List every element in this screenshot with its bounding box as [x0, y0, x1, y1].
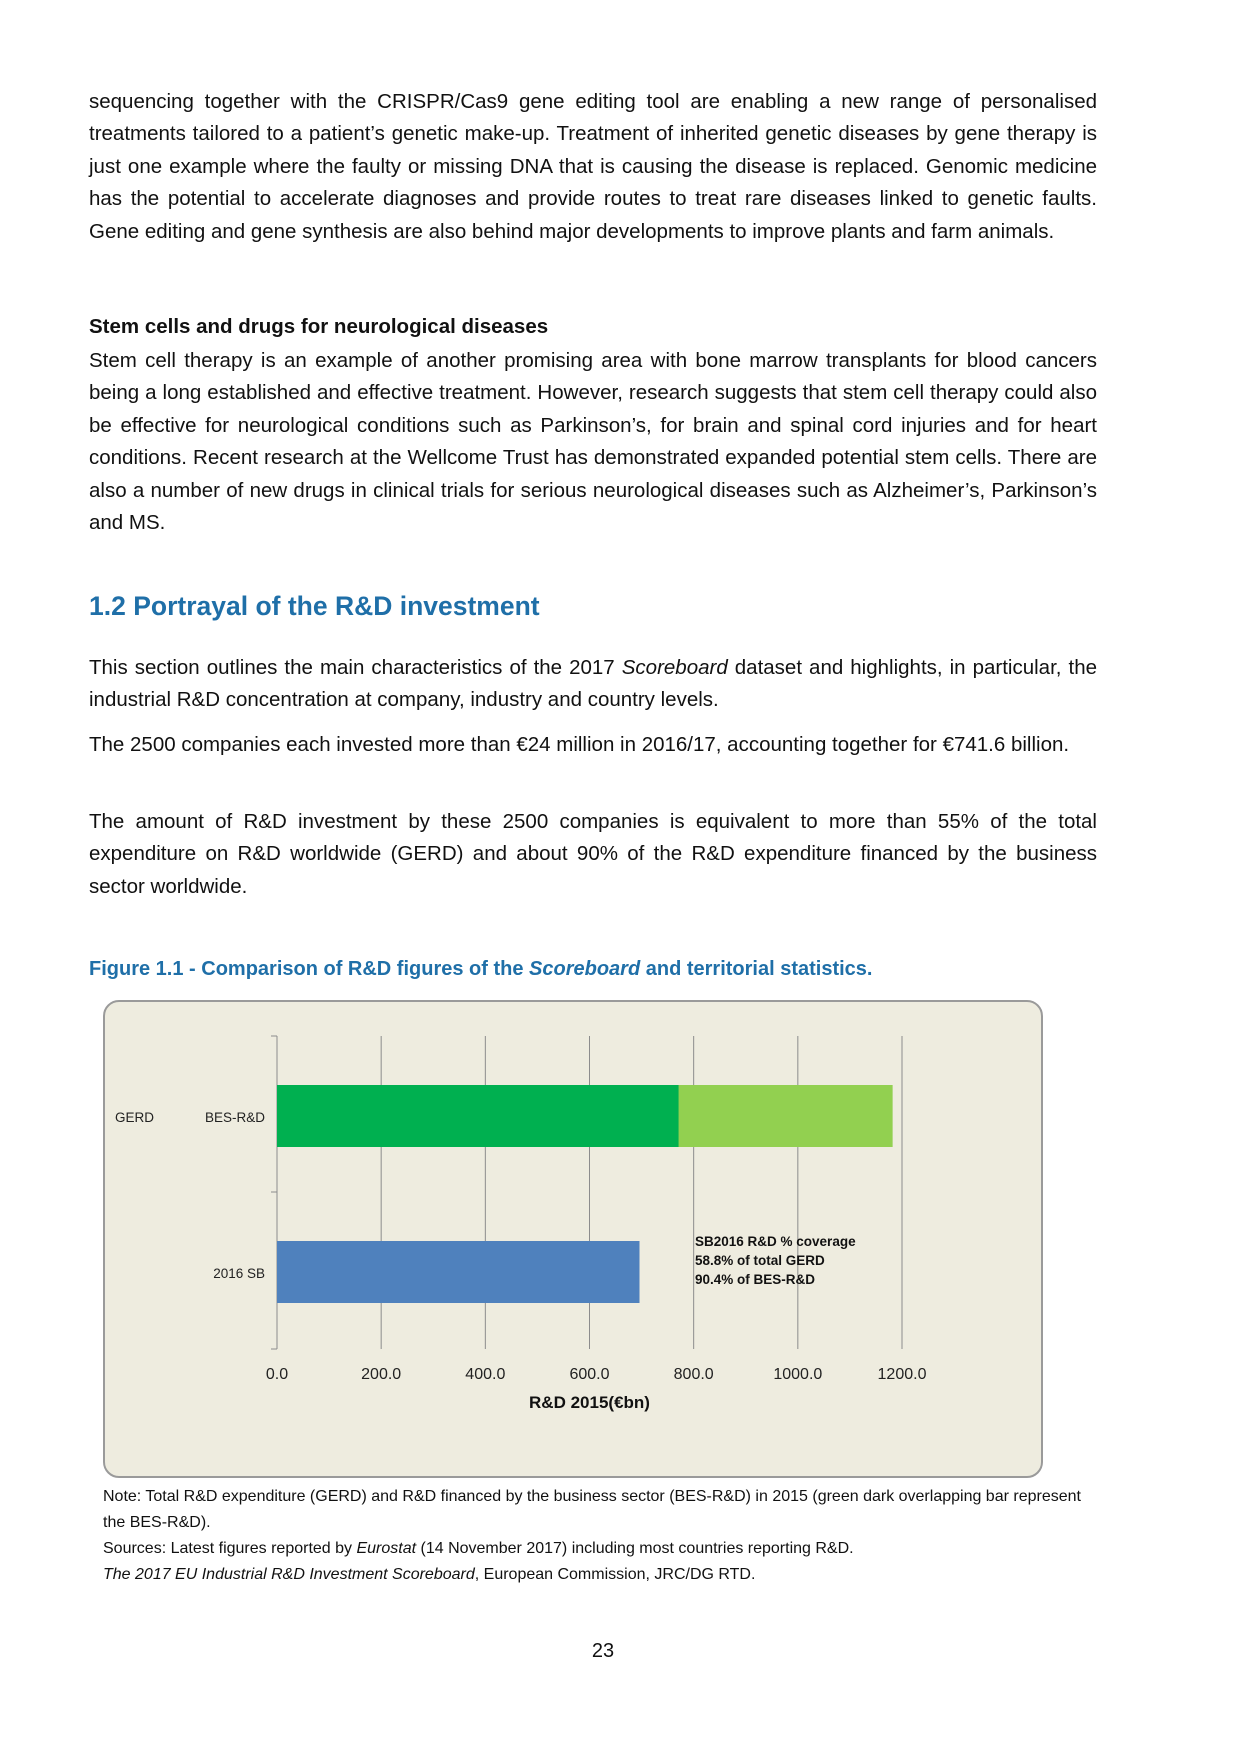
figure-caption-emphasis: Scoreboard [529, 958, 641, 980]
category-label-gerd: GERD [115, 1110, 155, 1125]
figure-source-scoreboard [103, 1562, 1083, 1588]
chart-annotation-line: 90.4% of BES-R&D [695, 1272, 816, 1287]
figure-sources-text-b: (14 November 2017) including most countries reporting R&D. [416, 1540, 854, 1557]
x-axis-title: R&D 2015(€bn) [529, 1393, 650, 1412]
x-tick-label: 0.0 [265, 1366, 289, 1383]
paragraph-stem-cells: Stem cell therapy is an example of another promising area with bone marrow transplants for blood cancers being a long established and effective treatment. However, research suggests that stem cell therapy could also be effective for neurological conditions such as Parkinson’s, for brain and spinal cord injuries and for heart conditions. Recent research at the Wellcome Trust has demonstrated expanded potential stem cells. There are also a number of new drugs in clinical trials for serious neurological diseases such as Alzheimer’s, Parkinson’s and MS. [89, 349, 1097, 535]
x-tick-label: 200.0 [361, 1366, 402, 1383]
paragraph-section-outline-text-b: dataset and highlights, in particular, the industrial R&D concentration at company, industry and country levels. [89, 656, 1097, 712]
figure-source-scoreboard-text: , European Commission, JRC/DG RTD. [474, 1566, 756, 1583]
paragraph-gene-editing: sequencing together with the CRISPR/Cas9 gene editing tool are enabling a new range of personalised treatments tailored to a patient’s genetic make-up. Treatment of inherited genetic diseases by gene therapy is just one example where the faulty or missing DNA that is causing the disease is replaced. Genomic medicine has the potential to accelerate diagnoses and provide routes to treat rare diseases linked to genetic faults. Gene editing and gene synthesis are also behind major developments to improve plants and farm animals. [89, 90, 1097, 243]
category-label-bes-rd: BES-R&D [204, 1110, 265, 1125]
figure-sources [103, 1536, 1083, 1562]
chart-annotation-line: 58.8% of total GERD [695, 1253, 825, 1268]
figure-note: Note: Total R&D expenditure (GERD) and R&D financed by the business sector (BES-R&D) in 2015 (green dark overlapping bar represent the BES-R&D). [103, 1488, 1081, 1531]
page-number: 23 [591, 1640, 615, 1662]
figure-caption [89, 958, 872, 981]
bar-2016-sb [277, 1241, 640, 1303]
paragraph-section-outline-text-a: This section outlines the main characteristics of the 2017 [89, 656, 622, 679]
paragraph-section-outline [89, 652, 1097, 717]
figure-sources-text-a: Sources: Latest figures reported by [103, 1540, 357, 1557]
bar-chart [105, 1002, 1041, 1476]
x-tick-label: 400.0 [465, 1366, 506, 1383]
figure-caption-text-b: and territorial statistics. [640, 958, 873, 980]
chart-container [103, 1000, 1043, 1478]
x-tick-label: 800.0 [673, 1366, 714, 1383]
x-tick-label: 600.0 [569, 1366, 610, 1383]
figure-sources-emphasis: Eurostat [356, 1540, 417, 1557]
category-label-2016-sb: 2016 SB [213, 1266, 265, 1281]
figure-source-scoreboard-emphasis: The 2017 EU Industrial R&D Investment Scoreboard [103, 1566, 475, 1583]
x-tick-label: 1000.0 [773, 1366, 823, 1383]
bar-bes-r-d [277, 1085, 679, 1147]
subheading-stem-cells: Stem cells and drugs for neurological diseases [89, 315, 549, 338]
paragraph-rd-equivalent: The amount of R&D investment by these 2500 companies is equivalent to more than 55% of the total expenditure on R&D worldwide (GERD) and about 90% of the R&D expenditure financed by the business sector worldwide. [89, 810, 1097, 898]
paragraph-section-outline-emphasis: Scoreboard [621, 656, 728, 679]
paragraph-companies-invested: The 2500 companies each invested more than €24 million in 2016/17, accounting together for €741.6 billion. [89, 733, 1070, 756]
figure-caption-text-a: Figure 1.1 - Comparison of R&D figures of the [89, 958, 530, 980]
section-heading: 1.2 Portrayal of the R&D investment [89, 591, 540, 621]
x-tick-label: 1200.0 [877, 1366, 927, 1383]
chart-annotation-line: SB2016 R&D % coverage [695, 1234, 856, 1249]
